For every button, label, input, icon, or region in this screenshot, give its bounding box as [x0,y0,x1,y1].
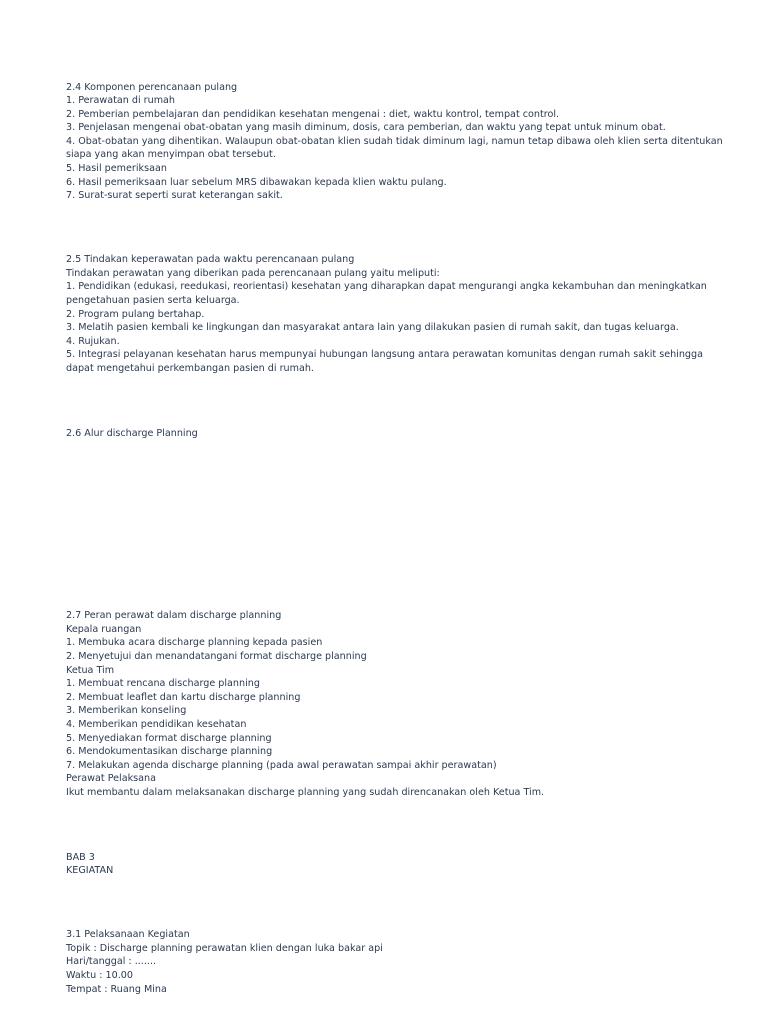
list-item: 1. Membuka acara discharge planning kepada pasien [66,637,323,648]
list-item-continuation: siapa yang akan menyimpan obat tersebut. [66,149,276,160]
list-item: 4. Rujukan. [66,336,120,347]
list-item: 2. Menyetujui dan menandatangani format discharge planning [66,651,367,662]
list-item: 1. Membuat rencana discharge planning [66,678,260,689]
section-heading: 2.5 Tindakan keperawatan pada waktu perencanaan pulang [66,254,355,265]
list-item: 3. Penjelasan mengenai obat-obatan yang masih diminum, dosis, cara pemberian, dan waktu yang tepat untuk minum obat. [66,122,666,133]
list-item: 6. Mendokumentasikan discharge planning [66,746,273,757]
list-item-continuation: dapat mengetahui perkembangan pasien di rumah. [66,363,314,374]
list-item: 5. Hasil pemeriksaan [66,163,167,174]
list-item: 1. Pendidikan (edukasi, reedukasi, reorientasi) kesehatan yang diharapkan dapat mengurangi angka kekambuhan dan meningkatkan [66,281,707,292]
list-item: 4. Memberikan pendidikan kesehatan [66,719,247,730]
list-item: 2. Membuat leaflet dan kartu discharge planning [66,692,301,703]
detail-line: Waktu : 10.00 [66,970,133,981]
list-item: 3. Melatih pasien kembali ke lingkungan dan masyarakat antara lain yang dilakukan pasien di rumah sakit, dan tugas keluarga. [66,322,679,333]
list-item: 5. Integrasi pelayanan kesehatan harus mempunyai hubungan langsung antara perawatan komunitas dengan rumah sakit sehingga [66,349,703,360]
paragraph-line: Tindakan perawatan yang diberikan pada perencanaan pulang yaitu meliputi: [66,268,440,279]
list-item: 7. Melakukan agenda discharge planning (pada awal perawatan sampai akhir perawatan) [66,760,497,771]
section-heading: 2.7 Peran perawat dalam discharge planning [66,610,282,621]
chapter-title: KEGIATAN [66,865,114,876]
subheading: Ketua Tim [66,665,115,676]
list-item: 2. Pemberian pembelajaran dan pendidikan kesehatan mengenai : diet, waktu kontrol, tempat control. [66,109,560,120]
detail-line: Topik : Discharge planning perawatan klien dengan luka bakar api [66,943,383,954]
chapter-number: BAB 3 [66,852,95,863]
list-item: 4. Obat-obatan yang dihentikan. Walaupun obat-obatan klien sudah tidak diminum lagi, namun tetap dibawa oleh klien serta ditentukan [66,136,723,147]
paragraph-line: Ikut membantu dalam melaksanakan discharge planning yang sudah direncanakan oleh Ketua Tim. [66,787,545,798]
list-item: 3. Memberikan konseling [66,705,187,716]
subheading: Perawat Pelaksana [66,773,156,784]
list-item: 1. Perawatan di rumah [66,95,176,106]
section-heading: 3.1 Pelaksanaan Kegiatan [66,929,190,940]
section-heading: 2.4 Komponen perencanaan pulang [66,82,238,93]
subheading: Kepala ruangan [66,624,142,635]
list-item: 5. Menyediakan format discharge planning [66,733,272,744]
section-heading: 2.6 Alur discharge Planning [66,428,198,439]
list-item-continuation: pengetahuan pasien serta keluarga. [66,295,240,306]
detail-line: Hari/tanggal : ....... [66,956,157,967]
detail-line: Tempat : Ruang Mina [66,984,167,995]
list-item: 6. Hasil pemeriksaan luar sebelum MRS dibawakan kepada klien waktu pulang. [66,177,447,188]
list-item: 2. Program pulang bertahap. [66,309,205,320]
list-item: 7. Surat-surat seperti surat keterangan sakit. [66,190,283,201]
